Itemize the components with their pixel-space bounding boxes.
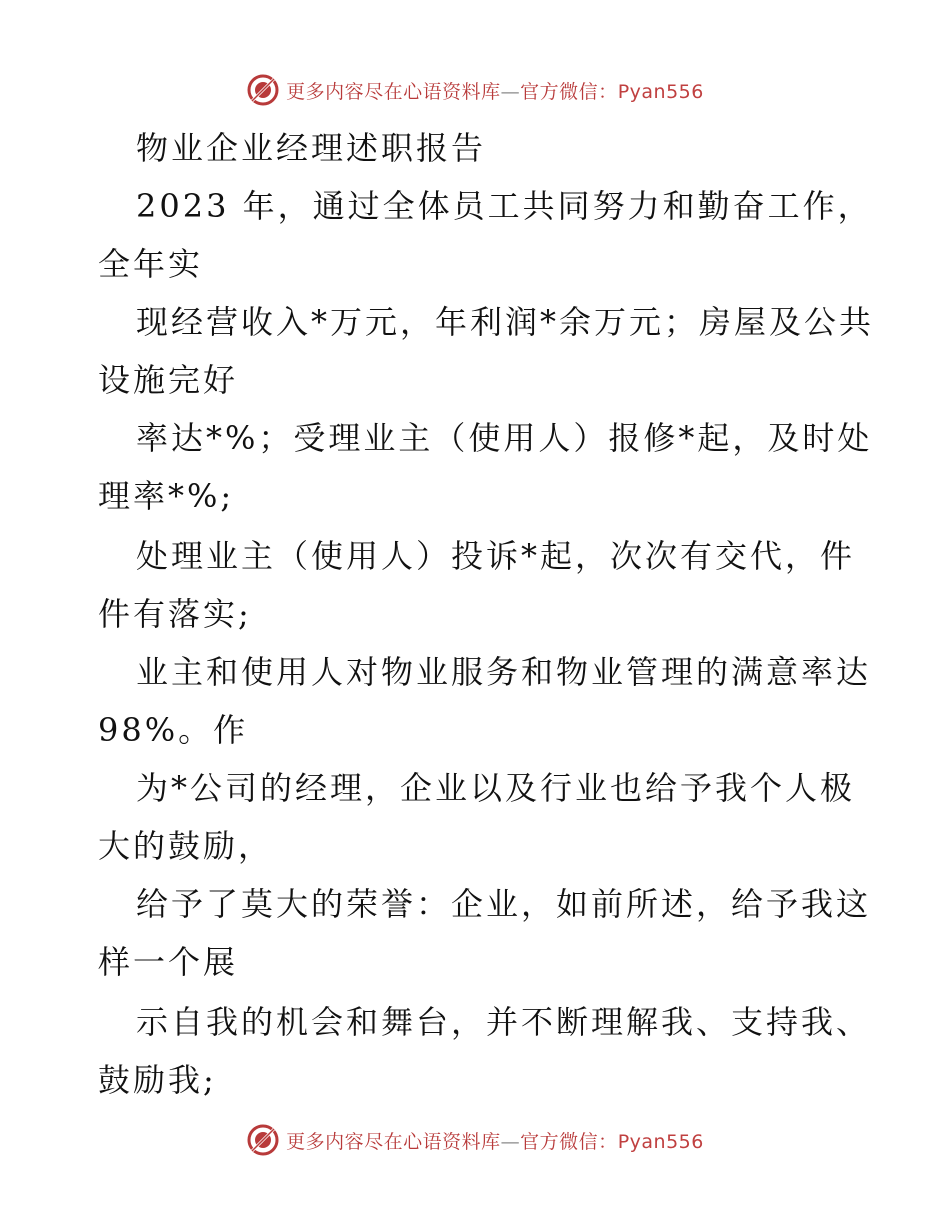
paragraph-line: 件有落实; [98, 595, 252, 633]
paragraph-line: 率达*%；受理业主（使用人）报修*起，及时处 [136, 419, 873, 457]
paragraph-line: 现经营收入*万元，年利润*余万元；房屋及公共 [136, 303, 875, 341]
paragraph-line: 样一个展 [98, 943, 239, 981]
document-title: 物业企业经理述职报告 [136, 129, 487, 167]
paragraph-line: 全年实 [98, 245, 204, 283]
paragraph-line: 示自我的机会和舞台，并不断理解我、支持我、 [136, 1003, 872, 1041]
watermark-text [286, 1127, 704, 1154]
pen-seal-icon [246, 73, 280, 107]
paragraph-line: 给予了莫大的荣誉：企业，如前所述，给予我这 [136, 885, 872, 923]
watermark-dash: — [500, 1130, 521, 1153]
paragraph-line: 鼓励我; [98, 1061, 217, 1099]
paragraph-line: 为*公司的经理，企业以及行业也给予我个人极 [136, 769, 856, 807]
paragraph-line: 业主和使用人对物业服务和物业管理的满意率达 [136, 653, 872, 691]
paragraph-line: 98%。作 [98, 711, 249, 749]
watermark-text [286, 77, 704, 104]
header-watermark-inner [246, 73, 704, 107]
footer-watermark-banner [0, 1120, 950, 1160]
paragraph-line: 大的鼓励， [98, 827, 274, 865]
footer-watermark-inner [246, 1123, 704, 1157]
watermark-wechat-label: 官方微信： [520, 1130, 618, 1153]
paragraph-line: 处理业主（使用人）投诉*起，次次有交代，件 [136, 537, 856, 575]
watermark-site-name: 更多内容尽在心语资料库 [286, 80, 501, 103]
watermark-wechat-label: 官方微信： [520, 80, 618, 103]
header-watermark-banner [0, 70, 950, 110]
watermark-wechat-id: Pyan556 [617, 1130, 704, 1153]
paragraph-line: 理率*%; [98, 477, 235, 515]
paragraph-line: 2023 年，通过全体员工共同努力和勤奋工作， [136, 187, 873, 225]
watermark-wechat-id: Pyan556 [617, 80, 704, 103]
watermark-dash: — [500, 80, 521, 103]
watermark-site-name: 更多内容尽在心语资料库 [286, 1130, 501, 1153]
pen-seal-icon [246, 1123, 280, 1157]
paragraph-line: 设施完好 [98, 361, 239, 399]
